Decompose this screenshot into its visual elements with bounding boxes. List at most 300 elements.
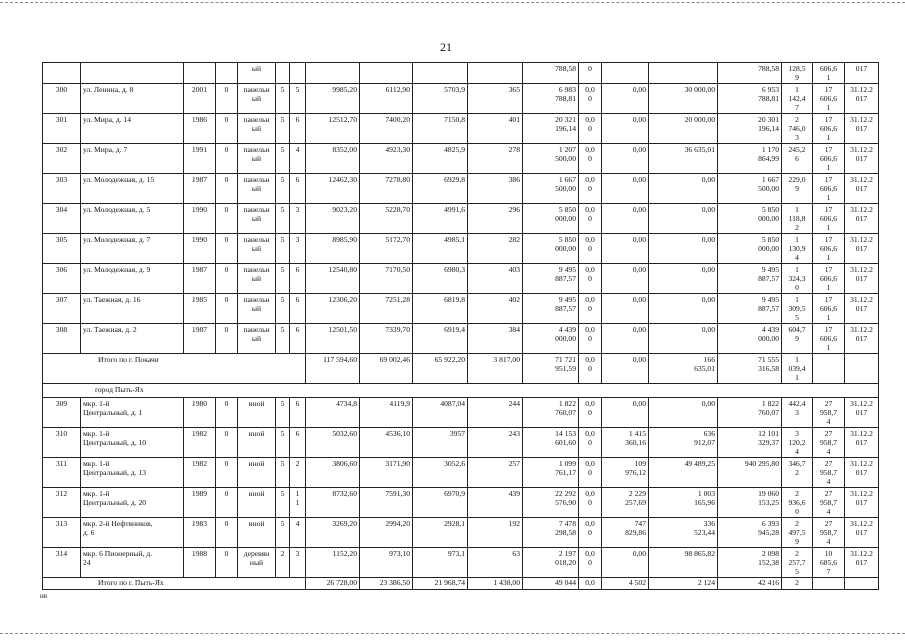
table-cell: 0 (216, 84, 238, 114)
table-cell: 1 142,4 7 (782, 84, 813, 114)
table-cell: 1987 (184, 264, 216, 294)
table-cell: 314 (43, 548, 81, 578)
table-cell: 3 120,2 4 (782, 428, 813, 458)
table-cell: 12 101 329,37 (718, 428, 782, 458)
table-cell: 604,7 9 (782, 324, 813, 354)
table-cell: 31.12.2 017 (845, 234, 879, 264)
table-cell: 3806,60 (306, 458, 360, 488)
table-cell: 0 (216, 518, 238, 548)
housing-table (42, 62, 879, 590)
total-cell: 0,0 0 (579, 354, 602, 384)
table-cell: 0,0 0 (579, 294, 602, 324)
table-cell: 6 (290, 174, 306, 204)
table-cell: 245,2 6 (782, 144, 813, 174)
table-cell: 17 606,6 1 (813, 264, 845, 294)
total-cell: 23 386,50 (360, 578, 413, 590)
table-cell: 17 606,6 1 (813, 114, 845, 144)
table-cell: 0,0 0 (579, 324, 602, 354)
table-cell: 300 (43, 84, 81, 114)
table-cell: 12501,50 (306, 324, 360, 354)
table-cell: 4119,9 (360, 398, 413, 428)
table-cell: панельн ый (238, 174, 276, 204)
total-cell: 71 721 951,59 (523, 354, 579, 384)
table-cell: 31.12.2 017 (845, 114, 879, 144)
table-cell (81, 63, 184, 84)
table-cell: 0,0 0 (579, 398, 602, 428)
table-cell: 31.12.2 017 (845, 428, 879, 458)
table-cell: 3 (290, 234, 306, 264)
table-cell: 4 439 000,00 (718, 324, 782, 354)
table-cell: 017 (845, 63, 879, 84)
total-cell: 0,00 (602, 354, 649, 384)
total-cell: 49 044 (523, 578, 579, 590)
table-cell: 31.12.2 017 (845, 518, 879, 548)
table-cell: 2 (276, 548, 290, 578)
table-cell: 788,58 (523, 63, 579, 84)
table-cell: 6 393 945,28 (718, 518, 782, 548)
table-cell: 1 207 500,00 (523, 144, 579, 174)
table-cell: 0,00 (649, 324, 718, 354)
table-cell: мкр. 1-й Центральный, д. 20 (81, 488, 184, 518)
table-cell: 20 301 196,14 (718, 114, 782, 144)
table-cell: 63 (468, 548, 523, 578)
table-cell: 1987 (184, 174, 216, 204)
total-cell (813, 578, 845, 590)
table-cell: 2001 (184, 84, 216, 114)
table-cell: мкр. 1-й Центральный, д. 13 (81, 458, 184, 488)
table-cell: 4087,04 (413, 398, 468, 428)
table-cell: 305 (43, 234, 81, 264)
table-cell: 4985,1 (413, 234, 468, 264)
table-cell: 1 822 760,07 (523, 398, 579, 428)
table-cell: 31.12.2 017 (845, 324, 879, 354)
total-cell: 2 (782, 578, 813, 590)
table-cell: 278 (468, 144, 523, 174)
table-cell: 5 850 000,00 (523, 204, 579, 234)
table-row (43, 114, 879, 144)
table-cell: 5 (276, 114, 290, 144)
table-cell: деревян ный (238, 548, 276, 578)
table-cell: 6929,8 (413, 174, 468, 204)
table-cell: 0,00 (649, 294, 718, 324)
table-cell: панельн ый (238, 204, 276, 234)
table-cell: 12306,20 (306, 294, 360, 324)
table-cell: 17 606,6 1 (813, 84, 845, 114)
table-cell: 302 (43, 144, 81, 174)
table-cell: 0,00 (602, 204, 649, 234)
total-label: Итого по г. Пыть-Ях (43, 578, 306, 590)
table-cell: 5032,60 (306, 428, 360, 458)
city-heading: город Пыть-Ях (43, 384, 879, 398)
table-cell: 0,00 (649, 204, 718, 234)
table-cell: 973,10 (360, 548, 413, 578)
table-cell: 5 (276, 428, 290, 458)
table-cell: 0,00 (602, 144, 649, 174)
table-cell: 0,0 0 (579, 428, 602, 458)
table-cell: 0 (216, 324, 238, 354)
table-cell: 4 (290, 144, 306, 174)
table-cell: 0,00 (649, 174, 718, 204)
table-cell (184, 63, 216, 84)
table-cell: 2994,20 (360, 518, 413, 548)
table-cell: 0,00 (602, 548, 649, 578)
table-cell: 5 (276, 264, 290, 294)
table-cell: 402 (468, 294, 523, 324)
total-cell: 21 968,74 (413, 578, 468, 590)
table-cell: 31.12.2 017 (845, 488, 879, 518)
table-cell: ул. Таежная, д. 16 (81, 294, 184, 324)
table-cell: 7150,8 (413, 114, 468, 144)
table-cell: 27 958,7 4 (813, 458, 845, 488)
table-cell: 0,0 0 (579, 204, 602, 234)
total-cell: 42 416 (718, 578, 782, 590)
table-cell: 0 (216, 144, 238, 174)
table-cell (216, 63, 238, 84)
table-cell: иной (238, 428, 276, 458)
table-cell: 4 439 000,00 (523, 324, 579, 354)
table-cell: 0,0 0 (579, 548, 602, 578)
table-cell: 4734,8 (306, 398, 360, 428)
table-cell: 0 (216, 264, 238, 294)
table-cell: 30 000,00 (649, 84, 718, 114)
table-cell: 6 953 788,81 (718, 84, 782, 114)
table-cell: 6980,3 (413, 264, 468, 294)
table-cell: 31.12.2 017 (845, 84, 879, 114)
page-top-edge (0, 2, 905, 3)
table-cell: 4536,10 (360, 428, 413, 458)
table-cell: иной (238, 458, 276, 488)
table-cell: 0,0 0 (579, 144, 602, 174)
table-cell: 1 1 (290, 488, 306, 518)
table-cell: 0,00 (602, 398, 649, 428)
table-cell: 0 (216, 114, 238, 144)
table-cell: 296 (468, 204, 523, 234)
table-cell: 8985,90 (306, 234, 360, 264)
table-cell: 0,00 (649, 398, 718, 428)
table-cell: 386 (468, 174, 523, 204)
table-cell: 788,58 (718, 63, 782, 84)
table-cell: ул. Таежная, д. 2 (81, 324, 184, 354)
table-cell: 0,00 (602, 324, 649, 354)
table-cell: 306 (43, 264, 81, 294)
table-cell: ул. Мира, д. 14 (81, 114, 184, 144)
page-bottom-edge (0, 633, 905, 634)
table-cell: 257 (468, 458, 523, 488)
table-cell: 304 (43, 204, 81, 234)
total-cell (813, 354, 845, 384)
table-cell: 1 118,8 2 (782, 204, 813, 234)
table-cell: 0 (216, 398, 238, 428)
table-cell: 31.12.2 017 (845, 398, 879, 428)
table-cell: 307 (43, 294, 81, 324)
table-cell (276, 63, 290, 84)
table-cell: 5 (276, 204, 290, 234)
table-cell: панельн ый (238, 114, 276, 144)
table-cell: 0,00 (602, 174, 649, 204)
table-cell: 6919,4 (413, 324, 468, 354)
table-cell: 109 976,12 (602, 458, 649, 488)
table-cell: 303 (43, 174, 81, 204)
table-cell: ул. Молодежная, д. 9 (81, 264, 184, 294)
table-cell: 1 324,3 0 (782, 264, 813, 294)
table-cell (290, 63, 306, 84)
table-cell: 229,0 9 (782, 174, 813, 204)
table-cell: 0,00 (602, 294, 649, 324)
table-cell: 401 (468, 114, 523, 144)
total-row (43, 354, 879, 384)
table-cell: 403 (468, 264, 523, 294)
table-cell: 5 (276, 398, 290, 428)
table-row (43, 174, 879, 204)
table-cell: 0,0 0 (579, 174, 602, 204)
table-cell: ул. Мира, д. 7 (81, 144, 184, 174)
table-cell: 31.12.2 017 (845, 264, 879, 294)
table-cell: 7251,28 (360, 294, 413, 324)
table-cell: 19 060 153,25 (718, 488, 782, 518)
table-cell: 1980 (184, 398, 216, 428)
table-cell: 3 (290, 204, 306, 234)
table-cell: 31.12.2 017 (845, 174, 879, 204)
table-cell: 1 822 760,07 (718, 398, 782, 428)
table-cell: 1 667 500,00 (718, 174, 782, 204)
table-cell: 7400,20 (360, 114, 413, 144)
table-cell: 6 (290, 398, 306, 428)
table-cell (413, 63, 468, 84)
table-row (43, 518, 879, 548)
table-cell: 0,00 (602, 264, 649, 294)
total-cell: 1 039,4 1 (782, 354, 813, 384)
total-cell (845, 354, 879, 384)
table-cell (43, 63, 81, 84)
total-cell: 2 124 (649, 578, 718, 590)
table-row (43, 234, 879, 264)
table-cell: 3269,20 (306, 518, 360, 548)
table-cell: 940 295,80 (718, 458, 782, 488)
table-cell: 1990 (184, 234, 216, 264)
table-cell: иной (238, 488, 276, 518)
table-cell: 128,5 9 (782, 63, 813, 84)
table-cell: ул. Молодежная, д. 15 (81, 174, 184, 204)
table-row (43, 294, 879, 324)
total-cell: 69 002,46 (360, 354, 413, 384)
table-cell: 0 (579, 63, 602, 84)
table-cell: панельн ый (238, 144, 276, 174)
total-cell (845, 578, 879, 590)
table-cell: 336 523,44 (649, 518, 718, 548)
table-cell: 10 685,6 7 (813, 548, 845, 578)
table-cell: 5 (276, 144, 290, 174)
table-cell: 27 958,7 4 (813, 398, 845, 428)
table-cell: 17 606,6 1 (813, 324, 845, 354)
table-cell: 5 850 000,00 (718, 204, 782, 234)
table-cell: 36 635,01 (649, 144, 718, 174)
table-cell: 243 (468, 428, 523, 458)
table-cell: 7 478 298,58 (523, 518, 579, 548)
total-cell: 65 922,20 (413, 354, 468, 384)
total-cell: 71 555 316,58 (718, 354, 782, 384)
table-cell: 0,00 (649, 264, 718, 294)
table-cell: ый (238, 63, 276, 84)
table-cell: 5 850 000,00 (523, 234, 579, 264)
total-cell: 26 728,00 (306, 578, 360, 590)
table-cell: 31.12.2 017 (845, 204, 879, 234)
table-cell: ул. Молодежная, д. 5 (81, 204, 184, 234)
table-cell: 365 (468, 84, 523, 114)
table-cell: 20 321 196,14 (523, 114, 579, 144)
table-cell: 384 (468, 324, 523, 354)
table-cell: панельн ый (238, 294, 276, 324)
table-cell: 2 229 257,69 (602, 488, 649, 518)
table-cell: 5 (276, 518, 290, 548)
table-cell: мкр. 1-й Центральный, д. 10 (81, 428, 184, 458)
table-cell: 0 (216, 458, 238, 488)
table-cell: 5 850 000,00 (718, 234, 782, 264)
table-cell: 747 829,86 (602, 518, 649, 548)
table-cell: 3957 (413, 428, 468, 458)
table-cell: 6 (290, 114, 306, 144)
table-cell (468, 63, 523, 84)
table-cell: 0,0 0 (579, 114, 602, 144)
table-cell: мкр. 2-й Нефтяников, д. 6 (81, 518, 184, 548)
table-cell: 0 (216, 548, 238, 578)
table-cell: 12512,70 (306, 114, 360, 144)
table-cell: 3052,6 (413, 458, 468, 488)
table-cell: 6112,90 (360, 84, 413, 114)
table-cell: 606,6 1 (813, 63, 845, 84)
total-label: Итого по г. Покачи (43, 354, 306, 384)
table-cell: 1987 (184, 324, 216, 354)
table-cell: 2 257,7 5 (782, 548, 813, 578)
table-cell: 1 415 360,16 (602, 428, 649, 458)
table-row (43, 398, 879, 428)
table-cell: 5228,70 (360, 204, 413, 234)
table-cell: 6 983 788,81 (523, 84, 579, 114)
table-cell: 1989 (184, 488, 216, 518)
total-cell: 4 502 (602, 578, 649, 590)
table-cell: 5 (290, 84, 306, 114)
table-cell: 4825,9 (413, 144, 468, 174)
table-cell: 1983 (184, 518, 216, 548)
table-cell: 442,4 3 (782, 398, 813, 428)
total-cell: 0,0 (579, 578, 602, 590)
table-cell: 7170,50 (360, 264, 413, 294)
table-cell: 312 (43, 488, 81, 518)
table-cell: 31.12.2 017 (845, 144, 879, 174)
table-cell: 313 (43, 518, 81, 548)
table-cell: 4 (290, 518, 306, 548)
table-cell: 2 197 018,20 (523, 548, 579, 578)
table-cell: мкр. 6 Пионерный, д. 24 (81, 548, 184, 578)
table-row (43, 428, 879, 458)
table-cell: 1985 (184, 294, 216, 324)
total-cell: 1 438,00 (468, 578, 523, 590)
table-row (43, 548, 879, 578)
table-cell: 0,00 (602, 234, 649, 264)
table-cell: 0 (216, 294, 238, 324)
table-cell: 49 489,25 (649, 458, 718, 488)
table-cell: 5 (276, 458, 290, 488)
table-cell: 12540,80 (306, 264, 360, 294)
table-cell: 1 099 761,17 (523, 458, 579, 488)
table-cell: 1152,20 (306, 548, 360, 578)
table-cell: 282 (468, 234, 523, 264)
table-cell: 3171,90 (360, 458, 413, 488)
table-cell: 31.12.2 017 (845, 548, 879, 578)
table-cell: 31.12.2 017 (845, 458, 879, 488)
page-number: 21 (440, 40, 452, 54)
table-cell: 7591,30 (360, 488, 413, 518)
table-row (43, 63, 879, 84)
table-cell: 636 912,07 (649, 428, 718, 458)
total-cell: 166 635,01 (649, 354, 718, 384)
table-cell: 2 098 152,38 (718, 548, 782, 578)
table-cell: 2 746,0 3 (782, 114, 813, 144)
table-cell (649, 63, 718, 84)
total-cell: 3 817,00 (468, 354, 523, 384)
table-cell: 27 958,7 4 (813, 488, 845, 518)
table-cell: 1986 (184, 114, 216, 144)
table-row (43, 458, 879, 488)
table-cell: 5 (276, 84, 290, 114)
city-heading-row (43, 384, 879, 398)
table-cell: 2928,1 (413, 518, 468, 548)
table-cell: 0,0 0 (579, 518, 602, 548)
table-cell: 0 (216, 234, 238, 264)
table-cell: 6 (290, 324, 306, 354)
table-cell: 5 (276, 488, 290, 518)
table-row (43, 264, 879, 294)
table-cell: 14 153 601,60 (523, 428, 579, 458)
table-cell: ул. Молодежная, д. 7 (81, 234, 184, 264)
table-cell: 244 (468, 398, 523, 428)
table-cell: 0,00 (602, 84, 649, 114)
table-row (43, 84, 879, 114)
table-cell: 0,0 0 (579, 488, 602, 518)
table-cell: 310 (43, 428, 81, 458)
table-cell: мкр. 1-й Центральный, д. 1 (81, 398, 184, 428)
table-cell: 4923,30 (360, 144, 413, 174)
table-cell (360, 63, 413, 84)
table-cell: 27 958,7 4 (813, 428, 845, 458)
table-cell: 9 495 887,57 (523, 264, 579, 294)
table-cell: 5 (276, 294, 290, 324)
table-cell: 6 (290, 264, 306, 294)
table-cell: 1988 (184, 548, 216, 578)
table-cell: 2 497,5 9 (782, 518, 813, 548)
table-cell: 20 000,00 (649, 114, 718, 144)
table-cell: 12462,30 (306, 174, 360, 204)
table-cell: 6 (290, 294, 306, 324)
table-cell: 0 (216, 428, 238, 458)
table-cell: 0,00 (649, 234, 718, 264)
table-cell: 9 495 887,57 (523, 294, 579, 324)
table-cell: 6819,8 (413, 294, 468, 324)
table-cell: 1991 (184, 144, 216, 174)
table-cell: 439 (468, 488, 523, 518)
table-cell: 17 606,6 1 (813, 294, 845, 324)
table-cell: 1 170 864,99 (718, 144, 782, 174)
table-cell: 9985,20 (306, 84, 360, 114)
table-cell: 0,0 0 (579, 458, 602, 488)
table-cell: 0,00 (602, 114, 649, 144)
table-row (43, 488, 879, 518)
table-cell: панельн ый (238, 264, 276, 294)
table-cell: 6970,9 (413, 488, 468, 518)
table-cell: 2 936,6 0 (782, 488, 813, 518)
total-cell: 117 594,60 (306, 354, 360, 384)
table-cell: 27 958,7 4 (813, 518, 845, 548)
table-cell: 4991,6 (413, 204, 468, 234)
